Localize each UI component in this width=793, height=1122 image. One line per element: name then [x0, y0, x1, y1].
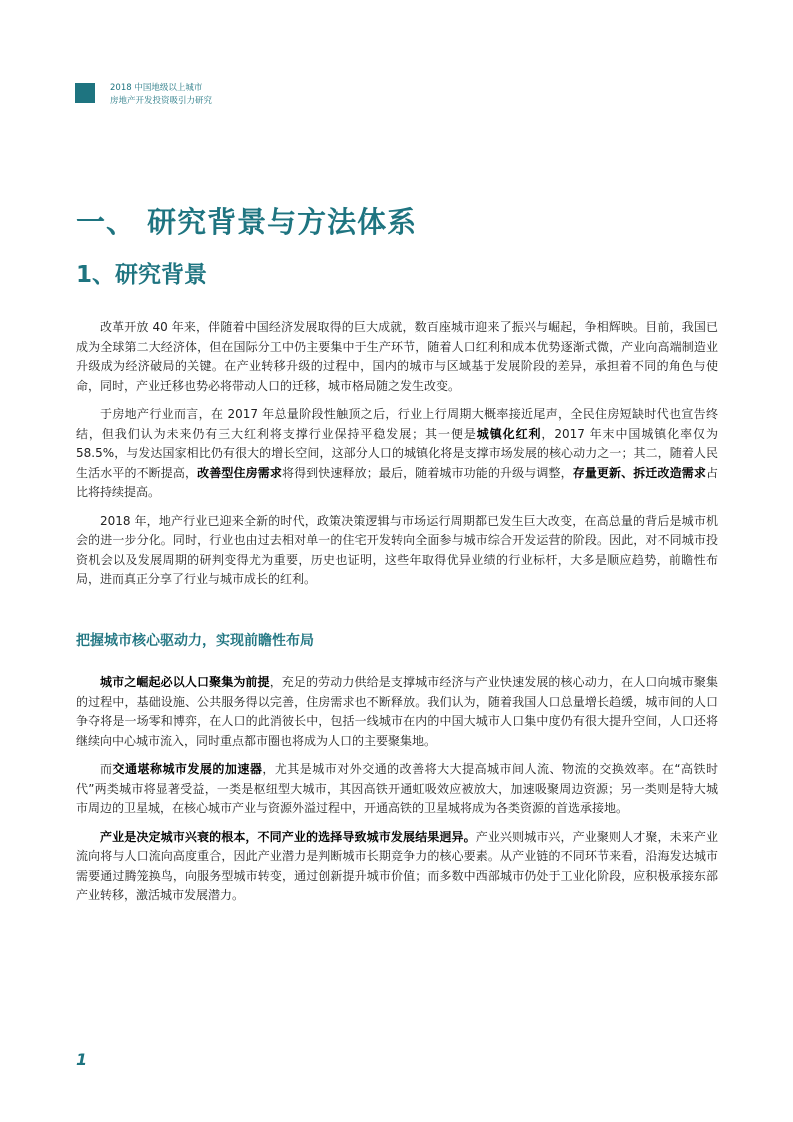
- page-number: 1: [76, 1050, 88, 1069]
- paragraph-text: ，尤其是城市对外交通的改善将大大提高城市间人流、物流的交换效率。在“高铁时代”两类城市将显著受益，一类是枢纽型大城市，其因高铁开通虹吸效应被放大，加速吸聚周边资源；另一类则是特大城市周边的卫星城，在核心城市产业与资源外溢过程中，开通高铁的卫星城将成为各类资源的首选承接地。: [76, 762, 718, 815]
- paragraph: [76, 828, 718, 906]
- header-line-2: 房地产开发投资吸引力研究: [110, 96, 213, 106]
- section2-body: [76, 673, 718, 915]
- paragraph-text: 改革开放 40 年来，伴随着中国经济发展取得的巨大成就，数百座城市迎来了振兴与崛起，争相辉映。目前，我国已成为全球第二大经济体，但在国际分工中仍主要集中于生产环节，随着人口红利和成本优势逐渐式微，产业向高端制造业升级成为经济破局的关键。在产业转移升级的过程中，国内的城市与区域基于发展阶段的差异，承担着不同的角色与使命，同时，产业迁移也势必将带动人口的迁移，城市格局随之发生改变。: [76, 320, 718, 393]
- bold-phrase: 产业是决定城市兴衰的根本，不同产业的选择导致城市发展结果迥异。: [100, 829, 476, 844]
- paragraph-text: 产业兴则城市兴，产业聚则人才聚，未来产业流向将与人口流向高度重合，因此产业潜力是判断城市长期竞争力的核心要素。从产业链的不同环节来看，沿海发达城市需要通过腾笼换鸟，向服务型城市转变，通过创新提升城市价值；而多数中西部城市仍处于工业化阶段，应积极承接东部产业转移，激活城市发展潜力。: [76, 829, 718, 902]
- paragraph-text: 而: [100, 762, 113, 776]
- paragraph-text: 2018 年，地产行业已迎来全新的时代，政策决策逻辑与市场运行周期都已发生巨大改变，在高总量的背后是城市机会的进一步分化。同时，行业也由过去相对单一的住宅开发转向全面参与城市综合开发运营的阶段。因此，对不同城市投资机会以及发展周期的研判变得尤为重要，历史也证明，这些年取得优异业绩的行业标杆，大多是顺应趋势，前瞻性布局，进而真正分享了行业与城市成长的红利。: [76, 513, 718, 586]
- subheading: 把握城市核心驱动力，实现前瞻性布局: [76, 633, 314, 649]
- paragraph: [76, 760, 718, 819]
- section1-body: [76, 318, 718, 599]
- bold-phrase: 城镇化红利: [476, 426, 542, 441]
- paragraph-text: 将得到快速释放；最后，随着城市功能的升级与调整，: [281, 465, 573, 480]
- paragraph-text: ，2017 年末中国城镇化率仅为 58.5%，与发达国家相比仍有很大的增长空间，这部分人口的城镇化将是支撑市场发展的核心动力之一；其二，随着人民生活水平的不断提高，: [76, 426, 718, 480]
- chapter-title: 一、 研究背景与方法体系: [76, 205, 418, 239]
- paragraph: [76, 405, 718, 503]
- paragraph: [76, 512, 718, 590]
- paragraph-text: 于房地产行业而言，在 2017 年总量阶段性触顶之后，行业上行周期大概率接近尾声，全民住房短缺时代也宣告终结，但我们认为未来仍有三大红利将支撑行业保持平稳发展；其一便是: [76, 407, 718, 441]
- paragraph-text: 占比将持续提高。: [76, 465, 718, 499]
- paragraph: [76, 318, 718, 396]
- header-line-1: 2018 中国地级以上城市: [110, 83, 203, 93]
- section-title: 1、研究背景: [76, 262, 208, 288]
- report-header: [110, 82, 212, 108]
- bold-phrase: 交通堪称城市发展的加速器: [112, 762, 263, 776]
- paragraph: [76, 673, 718, 751]
- bold-phrase: 存量更新、拆迁改造需求: [572, 465, 706, 480]
- report-logo-block: [75, 83, 95, 103]
- bold-phrase: 改善型住房需求: [197, 465, 282, 480]
- paragraph-text: ，充足的劳动力供给是支撑城市经济与产业快速发展的核心动力，在人口向城市聚集的过程中，基础设施、公共服务得以完善，住房需求也不断释放。我们认为，随着我国人口总量增长趋缓，城市间的人口争夺将是一场零和博弈，在人口的此消彼长中，包括一线城市在内的中国大城市人口集中度仍有很大提升空间，人口还将继续向中心城市流入，同时重点都市圈也将成为人口的主要聚集地。: [76, 675, 718, 748]
- bold-phrase: 城市之崛起必以人口聚集为前提: [100, 675, 270, 689]
